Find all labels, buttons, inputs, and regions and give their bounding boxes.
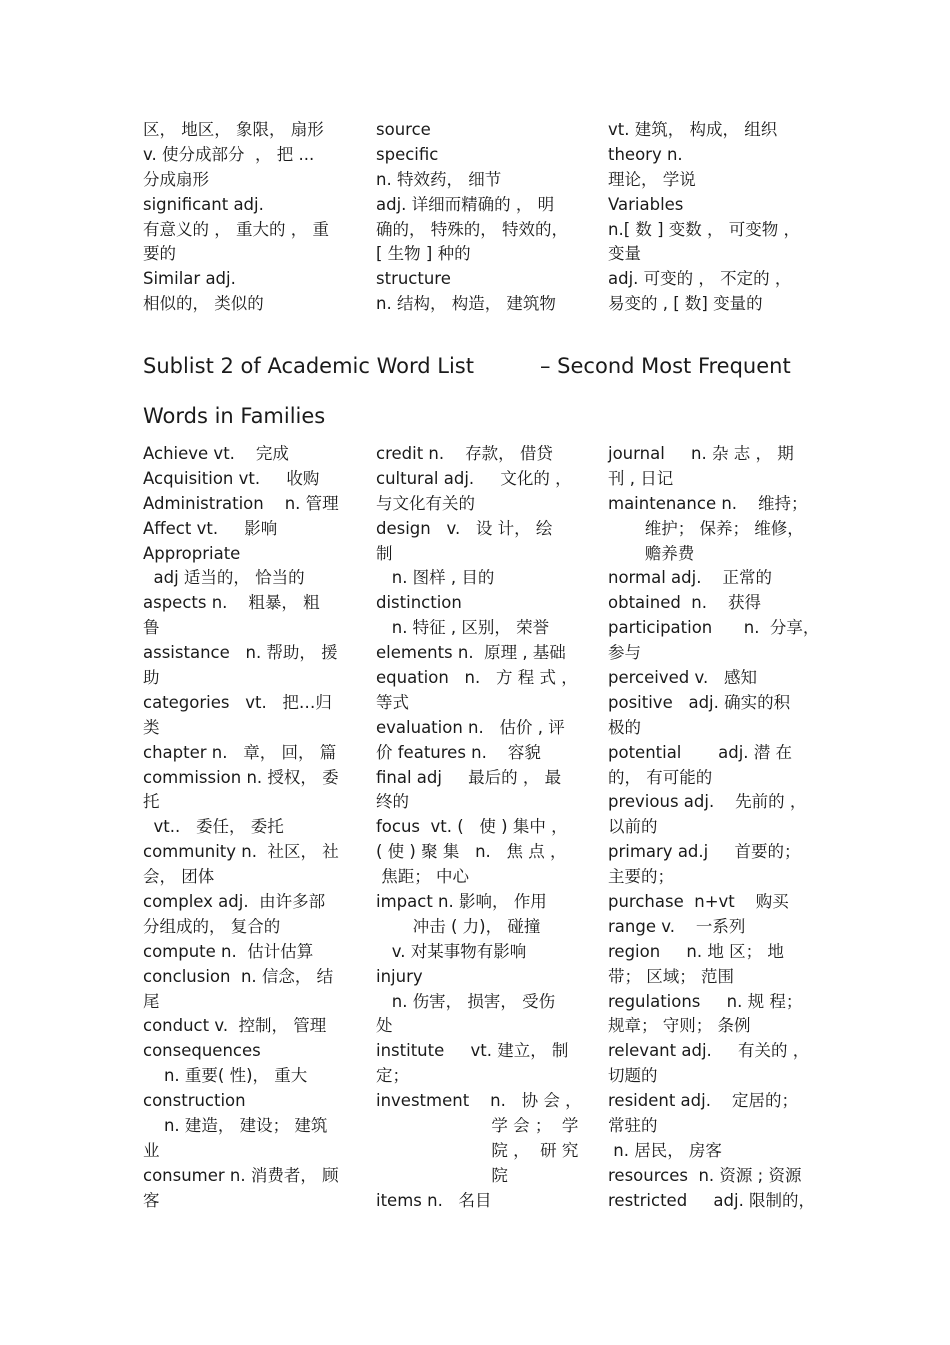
word-entry-line: 要的 [143,244,176,264]
word-entry-line: cultural adj. 文化的 ， [376,468,572,488]
word-entry-line: items n. 名目 [376,1190,492,1210]
word-entry-line: 切题的 [608,1066,658,1086]
word-entry-line: 参与 [608,643,641,663]
word-entry-line: adj. 详细而精确的 ， 明 [376,194,555,214]
word-entry-line: adj 适当的， 恰当的 [143,568,305,588]
word-entry-line: v. 对某事物有影响 [376,941,527,961]
word-entry-line: 终的 [376,792,409,812]
word-entry-line: 制 [376,543,393,563]
word-entry-line: compute n. 估计估算 [143,941,314,961]
word-entry-line: 易变的 , [ 数] 变量的 [608,294,763,314]
word-entry-line: 定； [376,1066,409,1086]
word-entry-line: investment n. 协 会 ， [376,1091,582,1111]
word-entry-line: 等式 [376,692,409,712]
word-entry-line: n. 重要( 性)， 重大 [143,1066,308,1086]
word-entry-line: theory n. [608,144,683,164]
word-entry-line: 院 ， 研 究 [376,1140,579,1160]
word-entry-line: Acquisition vt. 收购 [143,468,320,488]
word-entry-line: 带； 区域； 范围 [608,966,734,986]
word-entry-line: categories vt. 把…归 [143,692,332,712]
word-entry-line: journal n. 杂 志 ， 期 [608,444,794,463]
word-entry-line: credit n. 存款， 借贷 [376,444,553,463]
word-entry-line: 有意义的 ， 重大的 ， 重 [143,219,329,239]
word-entry-line: 会， 团体 [143,867,215,887]
word-entry-line: significant adj. [143,194,264,214]
word-entry-line: relevant adj. 有关的 ， [608,1041,810,1061]
word-entry-line: 焦距； 中心 [376,867,469,887]
word-entry-line: community n. 社区， 社 [143,842,339,862]
word-entry-line: n.[ 数 ] 变数 ， 可变物 ， [608,219,801,239]
word-entry-line: [ 生物 ] 种的 [376,244,471,264]
word-entry-line: design v. 设 计， 绘 [376,518,553,538]
word-column-1 [143,442,348,1214]
word-entry-line: n. 居民， 房客 [608,1140,722,1160]
top-column-1 [143,118,348,317]
word-entry-line: region n. 地 区； 地 [608,941,784,961]
word-entry-line: focus vt. ( 使 ) 集中 ， [376,817,568,837]
word-entry-line: obtained n. 获得 [608,593,761,613]
word-entry-line: equation n. 方 程 式 ， [376,668,578,688]
word-column-3 [608,442,820,1214]
word-entry-line: vt.. 委任， 委托 [143,817,284,837]
word-entry-line: n. 伤害， 损害， 受伤 [376,991,556,1011]
word-entry-line: participation n. 分享， [608,618,820,638]
word-entry-line: consumer n. 消费者， 顾 [143,1165,339,1185]
word-entry-line: 主要的； [608,867,674,887]
word-entry-line: 托 [143,792,160,812]
word-entry-line: specific [376,144,439,164]
word-entry-line: potential adj. 潜 在 [608,742,793,762]
word-entry-line: consequences [143,1041,261,1061]
word-entry-line: normal adj. 正常的 [608,568,772,588]
word-column-2 [376,442,581,1214]
word-entry-line: assistance n. 帮助， 援 [143,643,338,663]
word-entry-line: previous adj. 先前的 ， [608,792,807,812]
word-entry-line: purchase n+vt 购买 [608,892,789,912]
word-entry-line: 类 [143,717,160,737]
word-entry-line: conclusion n. 信念， 结 [143,966,334,986]
word-entry-line: evaluation n. 估价 , 评 [376,717,565,737]
word-entry-line: elements n. 原理 , 基础 [376,643,566,663]
word-entry-line: 的， 有可能的 [608,767,713,787]
top-column-3 [608,118,813,317]
word-entry-line: 院 [376,1165,508,1185]
word-entry-line: 处 [376,1016,393,1036]
word-entry-line: injury [376,966,423,986]
word-entry-line: ( 使 ) 聚 集 n. 焦 点 ， [376,842,567,862]
word-entry-line: resident adj. 定居的； [608,1091,798,1111]
word-entry-line: 尾 [143,991,160,1011]
word-entry-line: n. 特征 , 区别， 荣誉 [376,618,550,638]
word-entry-line: 业 [143,1140,160,1160]
word-entry-line: 理论， 学说 [608,169,696,189]
word-entry-line: resources n. 资源 ; 资源 [608,1165,802,1185]
word-entry-line: structure [376,269,451,289]
word-entry-line: n. 结构， 构造， 建筑物 [376,294,556,314]
sublist-heading-part3: Words in Families [143,404,326,428]
word-entry-line: restricted adj. 限制的， [608,1190,816,1210]
word-entry-line: Affect vt. 影响 [143,518,278,538]
word-entry-line: 以前的 [608,817,658,837]
word-entry-line: 价 features n. 容貌 [376,742,541,762]
word-entry-line: 变量 [608,244,641,264]
word-entry-line: 客 [143,1190,160,1210]
top-column-2 [376,118,581,317]
word-entry-line: conduct v. 控制， 管理 [143,1016,327,1036]
word-entry-line: 区， 地区， 象限， 扇形 [143,120,324,139]
word-entry-line: vt. 建筑， 构成， 组织 [608,120,778,139]
word-entry-line: n. 图样 , 目的 [376,568,495,588]
word-entry-line: 刊 , 日记 [608,468,674,488]
word-entry-line: primary ad.j 首要的； [608,842,801,862]
word-entry-line: 分组成的， 复合的 [143,916,281,936]
word-entry-line: n. 建造， 建设； 建筑 [143,1116,328,1136]
word-entry-line: distinction [376,593,462,613]
word-entry-line: institute vt. 建立， 制 [376,1041,569,1061]
word-entry-line: 相似的， 类似的 [143,294,264,314]
word-entry-line: 鲁 [143,618,160,638]
word-entry-line: source [376,120,431,139]
word-entry-line: construction [143,1091,246,1111]
word-entry-line: 赡养费 [608,543,695,563]
word-entry-line: Achieve vt. 完成 [143,444,289,463]
word-entry-line: 确的， 特殊的， 特效的， [376,219,568,239]
word-entry-line: Appropriate [143,543,241,563]
word-entry-line: v. 使分成部分 ， 把 ... [143,144,315,164]
word-entry-line: 极的 [608,717,641,737]
word-entry-line: Administration n. 管理 [143,493,339,513]
word-entry-line: 冲击 ( 力)， 碰撞 [376,916,541,936]
word-entry-line: final adj 最后的 ， 最 [376,767,562,787]
word-entry-line: range v. 一系列 [608,916,746,936]
word-entry-line: Variables [608,194,684,214]
word-entry-line: 分成扇形 [143,169,209,189]
word-entry-line: 规章； 守则； 条例 [608,1016,751,1036]
word-entry-line: 学 会 ； 学 [376,1116,579,1136]
word-entry-line: 助 [143,668,160,688]
word-entry-line: n. 特效药， 细节 [376,169,502,189]
word-entry-line: 与文化有关的 [376,493,475,513]
word-entry-line: impact n. 影响， 作用 [376,892,547,912]
word-entry-line: perceived v. 感知 [608,668,757,688]
word-entry-line: regulations n. 规 程； [608,991,803,1011]
word-entry-line: chapter n. 章， 回， 篇 [143,742,337,762]
word-entry-line: 常驻的 [608,1116,658,1136]
word-entry-line: maintenance n. 维持； [608,493,808,513]
word-entry-line: 维护； 保养； 维修， [608,518,804,538]
word-entry-line: Similar adj. [143,269,236,289]
word-entry-line: commission n. 授权， 委 [143,767,339,787]
word-entry-line: positive adj. 确实的积 [608,692,791,712]
word-entry-line: adj. 可变的 ， 不定的 ， [608,269,792,289]
word-entry-line: aspects n. 粗暴， 粗 [143,593,320,613]
word-entry-line: complex adj. 由许多部 [143,892,326,912]
sublist-heading-part1: Sublist 2 of Academic Word List [143,354,474,378]
sublist-heading-part2: – Second Most Frequent [540,354,791,378]
